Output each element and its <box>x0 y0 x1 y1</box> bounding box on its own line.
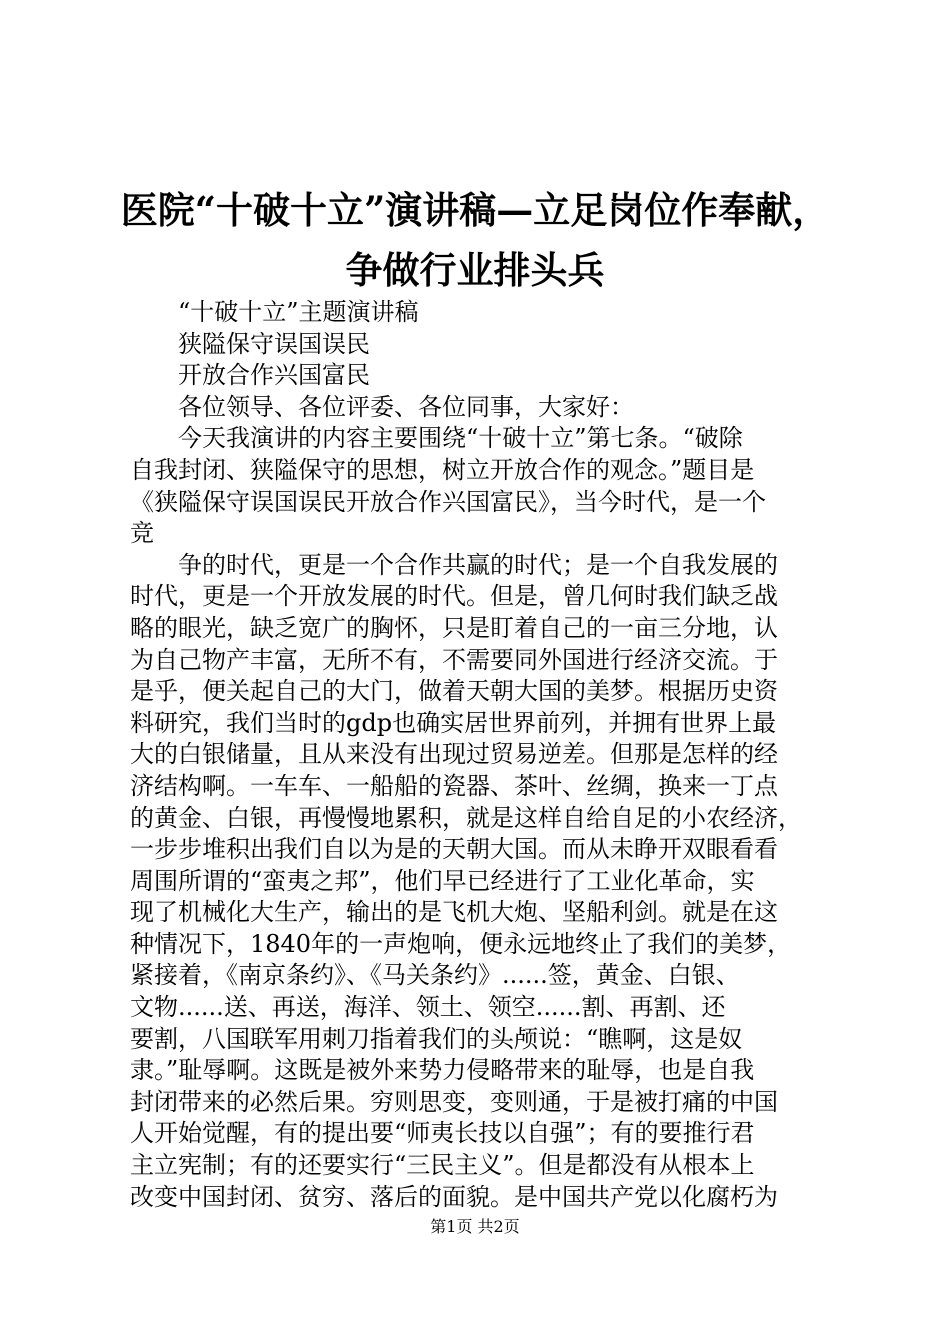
text-line: 狭隘保守误国误民 <box>178 329 370 358</box>
text-line: 一步步堆积出我们自以为是的天朝大国。而从未睁开双眼看看 <box>130 835 778 864</box>
text-line: 周围所谓的“蛮夷之邦”，他们早已经进行了工业化革命，实 <box>130 866 755 895</box>
text-line: 各位领导、各位评委、各位同事，大家好： <box>178 392 634 421</box>
text-line: 的黄金、白银，再慢慢地累积，就是这样自给自足的小农经济， <box>130 803 802 832</box>
title-line-1: 医院“十破十立”演讲稿—立足岗位作奉献， <box>120 188 830 232</box>
text-line: 开放合作兴国富民 <box>178 361 370 390</box>
text-line: 争的时代，更是一个合作共赢的时代；是一个自我发展的 <box>178 550 778 579</box>
text-line: 紧接着，《南京条约》、《马关条约》......签，黄金、白银、 <box>130 961 740 990</box>
text-line: 现了机械化大生产，输出的是飞机大炮、坚船利剑。就是在这 <box>130 898 778 927</box>
text-line: “十破十立”主题演讲稿 <box>178 298 419 326</box>
text-line: 济结构啊。一车车、一船船的瓷器、茶叶、丝绸，换来一丁点 <box>130 771 778 800</box>
text-line: 时代，更是一个开放发展的时代。但是，曾几何时我们缺乏战 <box>130 582 778 611</box>
text-line: 改变中国封闭、贫穷、落后的面貌。是中国共产党以化腐朽为 <box>130 1182 778 1211</box>
text-line: 今天我演讲的内容主要围绕“十破十立”第七条。“破除 <box>178 424 743 453</box>
text-line: 封闭带来的必然后果。穷则思变，变则通，于是被打痛的中国 <box>130 1087 778 1116</box>
text-line: 文物......送、再送，海洋、领土、领空......割、再割、还 <box>130 993 726 1022</box>
text-line: 要割，八国联军用刺刀指着我们的头颅说：“瞧啊，这是奴 <box>130 1024 743 1053</box>
text-line: 为自己物产丰富，无所不有，不需要同外国进行经济交流。于 <box>130 645 778 674</box>
text-line: 人开始觉醒，有的提出要“师夷长技以自强”；有的要推行君 <box>130 1119 755 1148</box>
text-line: 大的白银储量，且从来没有出现过贸易逆差。但那是怎样的经 <box>130 740 778 769</box>
text-line: 主立宪制；有的还要实行“三民主义”。但是都没有从根本上 <box>130 1151 755 1180</box>
page-footer: 第1页 共2页 <box>430 1217 520 1236</box>
body-text <box>130 297 840 1213</box>
text-line: 略的眼光，缺乏宽广的胸怀，只是盯着自己的一亩三分地，认 <box>130 613 778 642</box>
text-line: 《狭隘保守误国误民开放合作兴国富民》，当今时代，是一个 <box>130 487 766 516</box>
title-line-2: 争做行业排头兵 <box>345 248 605 292</box>
text-line: 是乎，便关起自己的大门，做着天朝大国的美梦。根据历史资 <box>130 677 778 706</box>
text-line: 料研究，我们当时的gdp也确实居世界前列，并拥有世界上最 <box>130 708 777 737</box>
text-line: 隶。”耻辱啊。这既是被外来势力侵略带来的耻辱，也是自我 <box>130 1056 755 1085</box>
text-line: 种情况下，1840年的一声炮响，便永远地终止了我们的美梦， <box>130 929 792 958</box>
text-line: 自我封闭、狭隘保守的思想，树立开放合作的观念。”题目是 <box>130 455 755 484</box>
text-line: 竞 <box>130 519 154 548</box>
